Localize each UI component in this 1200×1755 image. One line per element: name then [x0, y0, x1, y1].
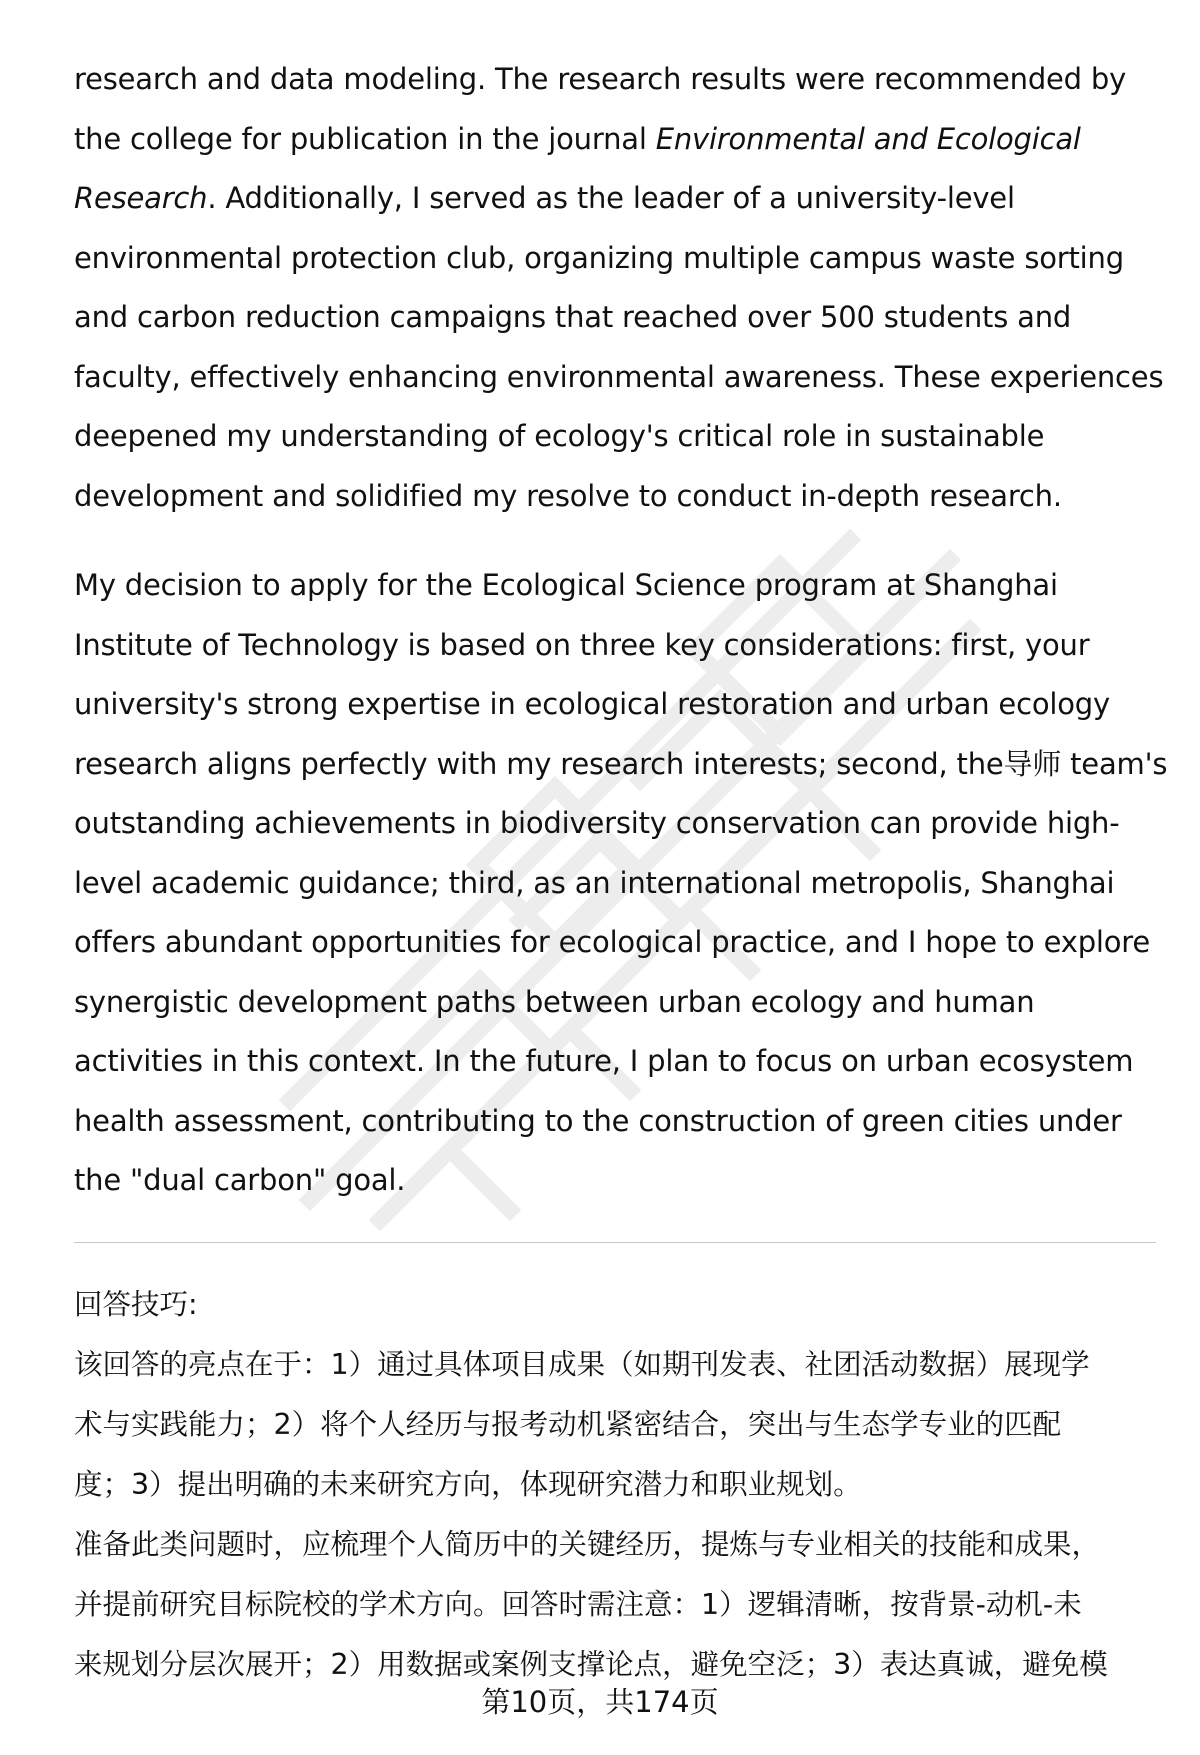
- paragraph-line: offers abundant opportunities for ecological practice, and I hope to explore: [74, 925, 1151, 959]
- tips-line: 该回答的亮点在于：1）通过具体项目成果（如期刊发表、社团活动数据）展现学: [74, 1348, 1090, 1381]
- paragraph-line: Institute of Technology is based on three key considerations: first, your: [74, 627, 1090, 662]
- tips-line: 术与实践能力；2）将个人经历与报考动机紧密结合，突出与生态学专业的匹配: [74, 1408, 1062, 1441]
- body-paragraph-1: [74, 50, 1164, 526]
- line-text: the college for publication in the journal: [74, 121, 656, 156]
- paragraph-line: My decision to apply for the Ecological Science program at Shanghai: [74, 568, 1058, 602]
- paragraph-line: university's strong expertise in ecological restoration and urban ecology: [74, 687, 1110, 721]
- journal-title-part-1: Environmental and Ecological: [655, 121, 1081, 156]
- paragraph-line: development and solidified my resolve to conduct in-depth research.: [74, 478, 1062, 513]
- tips-paragraph-1: [74, 1335, 1154, 1515]
- paragraph-line: activities in this context. In the future, I plan to focus on urban ecosystem: [74, 1044, 1134, 1078]
- tips-paragraph-2: [74, 1515, 1154, 1695]
- paragraph-line: research and data modeling. The research results were recommended by: [74, 62, 1127, 96]
- tips-line: 度；3）提出明确的未来研究方向，体现研究潜力和职业规划。: [74, 1468, 862, 1501]
- tips-line: 来规划分层次展开；2）用数据或案例支撑论点，避免空泛；3）表达真诚，避免模: [74, 1648, 1108, 1681]
- paragraph-line: [74, 110, 1144, 170]
- paragraph-line: [74, 169, 1144, 229]
- section-divider: [74, 1242, 1156, 1243]
- tips-line: 准备此类问题时，应梳理个人简历中的关键经历，提炼与专业相关的技能和成果，: [74, 1528, 1101, 1561]
- paragraph-line: outstanding achievements in biodiversity conservation can provide high-: [74, 806, 1120, 840]
- paragraph-line: and carbon reduction campaigns that reached over 500 students and: [74, 300, 1072, 334]
- paragraph-line: deepened my understanding of ecology's critical role in sustainable: [74, 419, 1045, 453]
- paragraph-line: research aligns perfectly with my research interests; second, the导师 team's: [74, 746, 1168, 781]
- paragraph-line: level academic guidance; third, as an international metropolis, Shanghai: [74, 865, 1115, 900]
- tips-heading: 回答技巧:: [74, 1288, 198, 1321]
- paragraph-line: environmental protection club, organizing multiple campus waste sorting: [74, 240, 1124, 275]
- journal-title-part-2: Research: [74, 181, 208, 215]
- paragraph-line: health assessment, contributing to the construction of green cities under: [74, 1103, 1122, 1138]
- paragraph-line: synergistic development paths between urban ecology and human: [74, 984, 1035, 1019]
- page-number: 第10页，共174页: [481, 1685, 719, 1719]
- line-text: . Additionally, I served as the leader of a university-level: [207, 181, 1015, 215]
- paragraph-line: faculty, effectively enhancing environmental awareness. These experiences: [74, 359, 1164, 394]
- body-paragraph-2: [74, 556, 1168, 1211]
- tips-line: 并提前研究目标院校的学术方向。回答时需注意：1）逻辑清晰，按背景-动机-未: [74, 1588, 1082, 1621]
- paragraph-line: the "dual carbon" goal.: [74, 1163, 406, 1197]
